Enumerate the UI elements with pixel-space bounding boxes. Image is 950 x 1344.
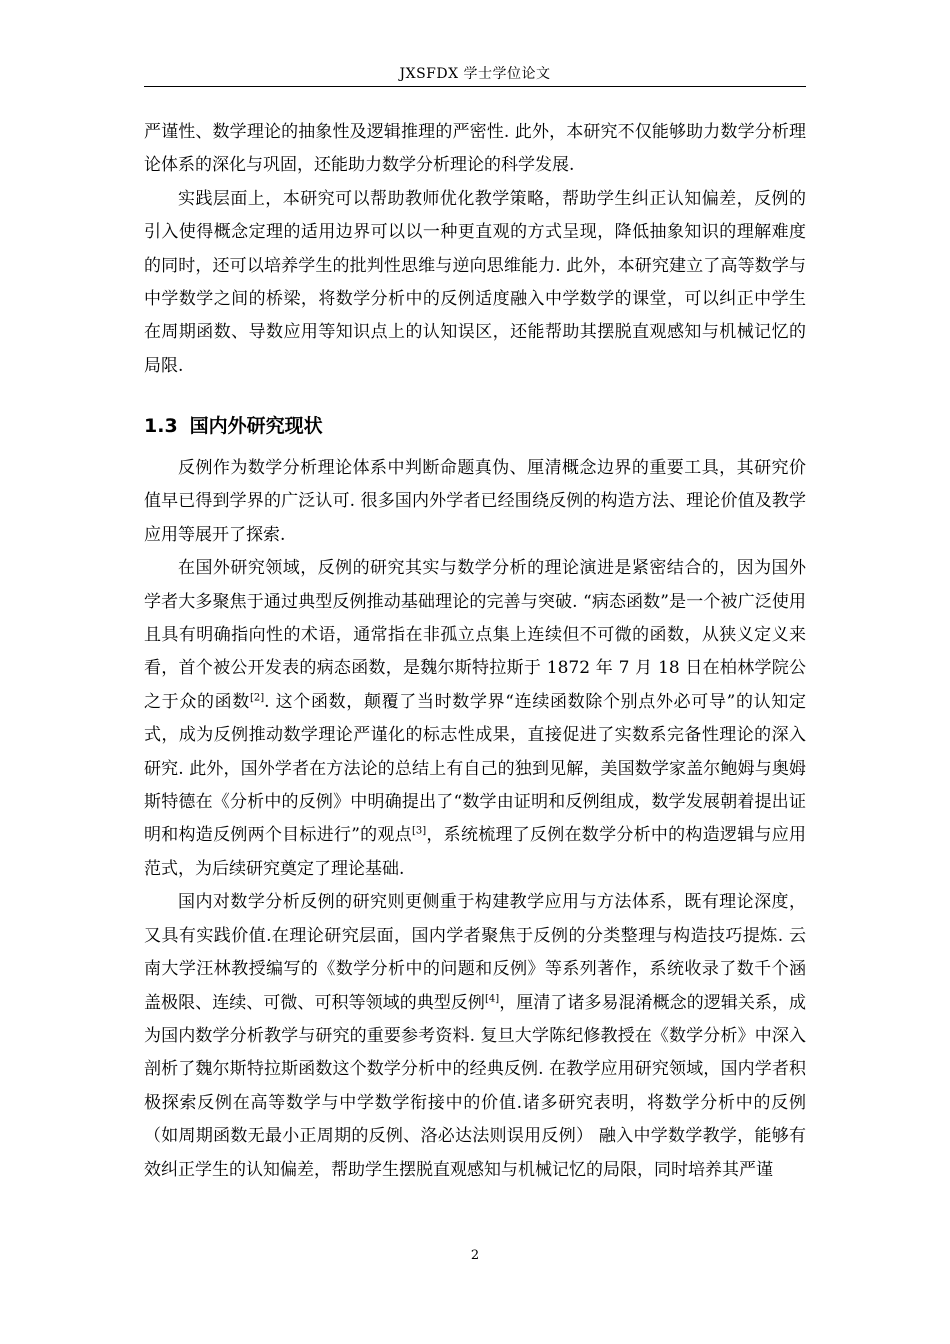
paragraph-5-text-a: 国内对数学分析反例的研究则更侧重于构建教学应用与方法体系，既有理论深度，又具有实践价值.在理论研究层面，国内学者聚焦于反例的分类整理与构造技巧提炼. 云南大学汪林教授编写的《数学分析中的问题和反例》等系列著作，系统收录了数千个涵盖极限、连续、可微、可积等领域的典型反例 (144, 892, 806, 1013)
intro-block (144, 116, 806, 383)
section-number: 1.3 (144, 415, 178, 437)
citation-ref-3: [3] (411, 825, 427, 837)
paragraph-4-text-c: ，系统梳理了反例在数学分析中的构造逻辑与应用范式，为后续研究奠定了理论基础. (144, 825, 807, 879)
section-title: 国内外研究现状 (189, 415, 323, 437)
paragraph-3: 反例作为数学分析理论体系中判断命题真伪、厘清概念边界的重要工具，其研究价值早已得到学界的广泛认可. 很多国内外学者已经围绕反例的构造方法、理论价值及教学应用等展开了探索. (144, 458, 806, 545)
section-heading (144, 410, 323, 442)
citation-ref-2: [2] (250, 692, 265, 704)
section-body (144, 452, 806, 1187)
paragraph-5-text-b: ，厘清了诸多易混淆概念的逻辑关系，成为国内数学分析教学与研究的重要参考资料. 复旦大学陈纪修教授在《数学分析》中深入剖析了魏尔斯特拉斯函数这个数学分析中的经典反例. 在教学应用研究领域，国内学者积极探索反例在高等数学与中学数学衔接中的价值.诸多研究表明，将数学分析中的反例（如周期函数无最小正周期的反例、洛必达法则误用反例） 融入中学数学教学，能够有效纠正学生的认知偏差，帮助学生摆脱直观感知与机械记忆的局限，同时培养其严谨 (144, 992, 807, 1180)
page-number: 2 (470, 1248, 480, 1263)
paragraph-4 (144, 552, 806, 886)
paragraph-intro-1: 严谨性、数学理论的抽象性及逻辑推理的严密性. 此外，本研究不仅能够助力数学分析理论体系的深化与巩固，还能助力数学分析理论的科学发展. (144, 122, 806, 176)
paragraph-5 (144, 886, 806, 1187)
paragraph-4-text-a: 在国外研究领域，反例的研究其实与数学分析的理论演进是紧密结合的，因为国外学者大多聚焦于通过典型反例推动基础理论的完善与突破. “病态函数”是一个被广泛使用且具有明确指向性的术语，通常指在非孤立点集上连续但不可微的函数，从狭义定义来看，首个被公开发表的病态函数，是魏尔斯特拉斯于 1872 年 7 月 18 日在柏林学院公之于众的函数 (144, 558, 806, 712)
running-header: JXSFDX 学士学位论文 (399, 66, 551, 82)
citation-ref-4: [4] (484, 992, 500, 1004)
paragraph-4-text-b: . 这个函数，颠覆了当时数学界“连续函数除个别点外必可导”的认知定式，成为反例推动数学理论严谨化的标志性成果，直接促进了实数系完备性理论的深入研究. 此外，国外学者在方法论的总结上有自己的独到见解，美国数学家盖尔鲍姆与奥姆斯特德在《分析中的反例》中明确提出了“数学由证明和反例组成，数学发展朝着提出证明和构造反例两个目标进行”的观点 (144, 691, 806, 846)
header-rule (144, 86, 806, 87)
paragraph-intro-2: 实践层面上，本研究可以帮助教师优化教学策略，帮助学生纠正认知偏差，反例的引入使得概念定理的适用边界可以以一种更直观的方式呈现，降低抽象知识的理解难度的同时，还可以培养学生的批判性思维与逆向思维能力. 此外，本研究建立了高等数学与中学数学之间的桥梁，将数学分析中的反例适度融入中学数学的课堂，可以纠正中学生在周期函数、导数应用等知识点上的认知误区，还能帮助其摆脱直观感知与机械记忆的局限. (144, 188, 806, 376)
